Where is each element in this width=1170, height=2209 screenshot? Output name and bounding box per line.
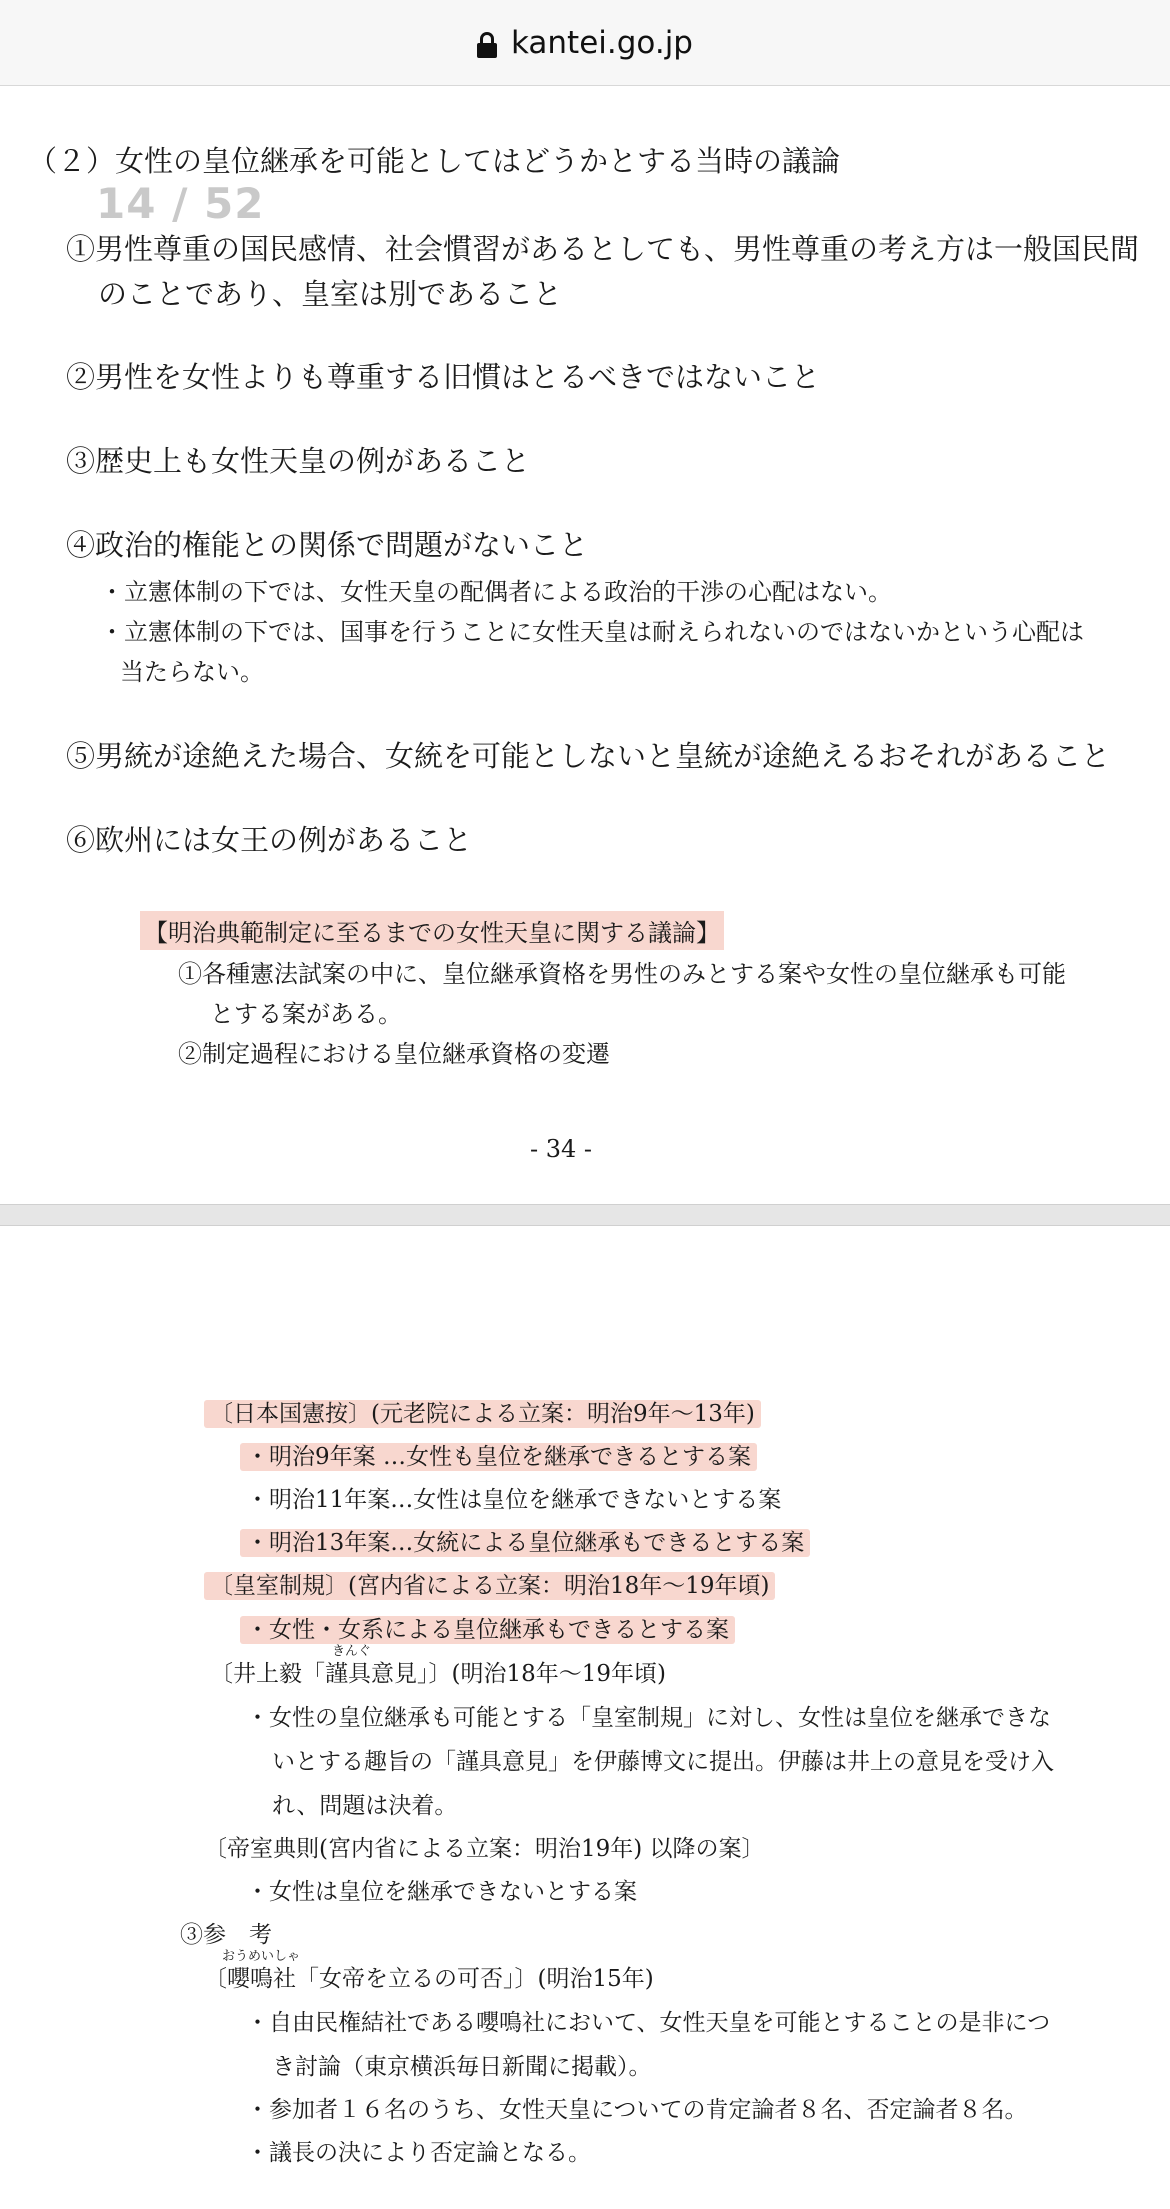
sub-item: ・立憲体制の下では、女性天皇の配偶者による政治的干渉の心配はない。	[100, 578, 892, 606]
section-heading: （２）女性の皇位継承を可能としてはどうかとする当時の議論	[28, 144, 841, 178]
highlighted-line: 〔皇室制規〕(宮内省による立案：明治18年～19年頃)	[204, 1572, 775, 1600]
list-line: ・女性の皇位継承も可能とする「皇室制規」に対し、女性は皇位を継承できな	[246, 1705, 1051, 1731]
page-counter: 14 / 52	[96, 179, 265, 228]
document-page-34	[0, 87, 1170, 1204]
note-item: とする案がある。	[210, 1000, 402, 1028]
list-line: れ、問題は決着。	[272, 1793, 458, 1819]
highlighted-line: ・明治13年案…女統による皇位継承もできるとする案	[240, 1529, 810, 1557]
lock-icon	[477, 32, 497, 58]
ruby-text: きんぐ	[332, 1644, 372, 1659]
list-item: ③歴史上も女性天皇の例があること	[66, 444, 531, 478]
list-item: のことであり、皇室は別であること	[98, 277, 563, 311]
sub-item: 当たらない。	[120, 658, 264, 686]
sub-item: ・立憲体制の下では、国事を行うことに女性天皇は耐えられないのではないかという心配は	[100, 618, 1084, 646]
note-item: ②制定過程における皇位継承資格の変遷	[178, 1040, 610, 1068]
note-title: 【明治典範制定に至るまでの女性天皇に関する議論】	[140, 911, 724, 950]
list-line: ・議長の決により否定論となる。	[246, 2140, 591, 2166]
highlighted-line: ・明治9年案 …女性も皇位を継承できるとする案	[240, 1443, 757, 1471]
list-line: いとする趣旨の「謹具意見」を伊藤博文に提出。伊藤は井上の意見を受け入	[272, 1749, 1054, 1775]
list-item: ⑤男統が途絶えた場合、女統を可能としないと皇統が途絶えるおそれがあること	[66, 739, 1111, 773]
list-line: ・明治11年案…女性は皇位を継承できないとする案	[246, 1487, 782, 1513]
highlighted-line: 〔日本国憲按〕(元老院による立案：明治9年～13年)	[204, 1400, 761, 1428]
note-item: ①各種憲法試案の中に、皇位継承資格を男性のみとする案や女性の皇位継承も可能	[178, 960, 1066, 988]
page-number: - 34 -	[530, 1135, 593, 1163]
list-line: ・自由民権結社である嚶鳴社において、女性天皇を可能とすることの是非につ	[246, 2010, 1051, 2036]
document-page-35	[0, 1227, 1170, 2209]
list-item: ⑥欧州には女王の例があること	[66, 823, 473, 857]
highlighted-line: ・女性・女系による皇位継承もできるとする案	[240, 1616, 735, 1644]
list-line: 〔嚶鳴社「女帝を立るの可否」〕(明治15年)	[204, 1966, 654, 1992]
page-divider	[0, 1204, 1170, 1226]
list-item: ①男性尊重の国民感情、社会慣習があるとしても、男性尊重の考え方は一般国民間	[66, 232, 1140, 266]
list-line: ・参加者１６名のうち、女性天皇についての肯定論者８名、否定論者８名。	[246, 2097, 1028, 2123]
list-line: き討論（東京横浜毎日新聞に掲載）。	[272, 2054, 652, 2080]
list-item: ②男性を女性よりも尊重する旧慣はとるべきではないこと	[66, 360, 821, 394]
list-line: ③参 考	[180, 1922, 272, 1948]
ruby-text: おうめいしゃ	[222, 1949, 301, 1964]
url-bar[interactable]	[0, 0, 1170, 86]
list-item: ④政治的権能との関係で問題がないこと	[66, 528, 589, 562]
list-line: 〔帝室典則(宮内省による立案：明治19年) 以降の案〕	[204, 1836, 765, 1862]
url-text: kantei.go.jp	[511, 24, 693, 61]
list-line: 〔井上毅「謹具意見」〕(明治18年～19年頃)	[210, 1661, 666, 1687]
list-line: ・女性は皇位を継承できないとする案	[246, 1879, 637, 1905]
